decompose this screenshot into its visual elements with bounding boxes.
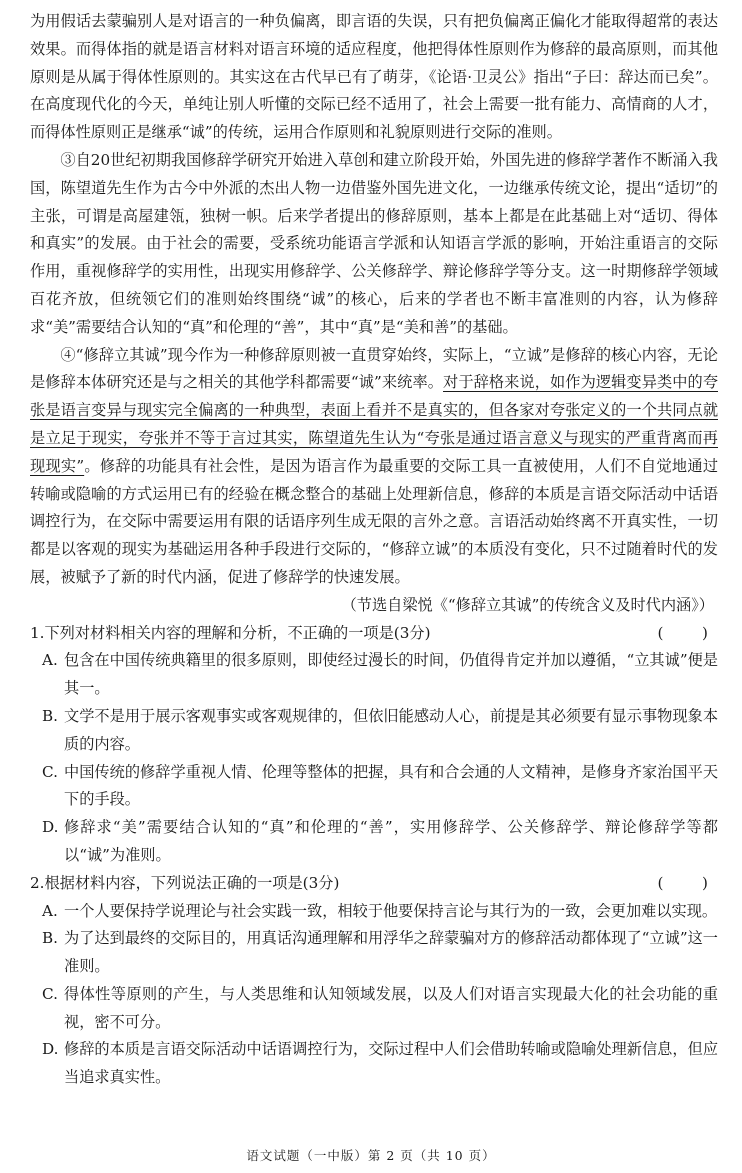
option-text: 一个人要保持学说理论与社会实践一致，相较于他要保持言论与其行为的一致，会更加难以实现。 [64,901,718,920]
question-2-stem [30,870,718,898]
option-1a [30,647,718,703]
question-2-text: 2.根据材料内容，下列说法正确的一项是(3分) [30,873,340,892]
page-footer: 语文试题（一中版）第 2 页（共 10 页） [246,1148,496,1163]
option-2a [30,898,718,926]
option-label: A. [42,651,58,670]
passage-paragraph-continued: 为用假话去蒙骗别人是对语言的一种负偏离，即言语的失误，只有把负偏离正偏化才能取得超常的表达效果。而得体指的就是语言材料对语言环境的适应程度，他把得体性原则作为修辞的最高原则，而其他原则是从属于得体性原则的。其实这在古代早已有了萌芽，《论语·卫灵公》指出“子曰：辞达而已矣”。在高度现代化的今天，单纯让别人听懂的交际已经不适用了，社会上需要一批有能力、高情商的人才，而得体性原则正是继承“诚”的传统，运用合作原则和礼貌原则进行交际的准则。 [30,12,718,142]
source-citation: （节选自梁悦《“修辞立其诚”的传统含义及时代内涵》） [341,595,714,614]
question-1-stem [30,620,718,648]
option-text: 修辞求“美”需要结合认知的“真”和伦理的“善”，实用修辞学、公关修辞学、辩论修辞学等都以“诚”为准则。 [64,818,718,864]
question-1-text: 1.下列对材料相关内容的理解和分析，不正确的一项是(3分) [30,623,431,642]
option-1c [30,759,718,815]
paragraph-4-rest: 。修辞的功能具有社会性，是因为语言作为最重要的交际工具一直被使用，人们不自觉地通过转喻或隐喻的方式运用已有的经验在概念整合的基础上处理新信息，修辞的本质是言语交际活动中话语调控行为，在交际中需要运用有限的话语序列生成无限的言外之意。言语活动始终离不开真实性，一切都是以客观的现实为基础运用各种手段进行交际的，“修辞立诚”的本质没有变化，只不过随着时代的发展，被赋予了新的时代内涵，促进了修辞学的快速发展。 [30,456,719,586]
question-2 [30,870,718,1092]
passage-paragraph-3: ③自20世纪初期我国修辞学研究开始进入草创和建立阶段开始，外国先进的修辞学著作不断涌入我国，陈望道先生作为古今中外派的杰出人物一边借鉴外国先进文化，一边继承传统文论，提出“适切”的主张，可谓是高屋建瓴，独树一帜。后来学者提出的修辞原则，基本上都是在此基础上对“适切、得体和真实”的发展。由于社会的需要，受系统功能语言学派和认知语言学派的影响，开始注重语言的交际作用，重视修辞学的实用性，出现实用修辞学、公关修辞学、辩论修辞学等分支。这一时期修辞学领域百花齐放，但统领它们的准则始终围绕“诚”的核心，后来的学者也不断丰富准则的内容，认为修辞求“美”需要结合认知的“真”和伦理的“善”，其中“真”是“美和善”的基础。 [30,150,718,336]
option-label: D. [42,1040,59,1059]
option-2d [30,1036,718,1092]
option-text: 修辞的本质是言语交际活动中话语调控行为，交际过程中人们会借助转喻或隐喻处理新信息，但应当追求真实性。 [64,1040,718,1087]
answer-bracket[interactable]: ( ) [657,873,708,892]
option-text: 中国传统的修辞学重视人情、伦理等整体的把握，具有和合会通的人文精神，是修身齐家治国平天下的手段。 [64,762,718,809]
option-2c [30,981,718,1037]
passage-paragraph-4 [30,342,718,592]
option-text: 得体性等原则的产生，与人类思维和认知领域发展，以及人们对语言实现最大化的社会功能的重视，密不可分。 [64,984,718,1031]
option-2b [30,925,718,981]
option-label: B. [42,929,58,948]
option-text: 文学不是用于展示客观事实或客观规律的，但依旧能感动人心，前提是其必须要有显示事物现象本质的内容。 [64,706,718,753]
option-label: D. [42,818,59,837]
answer-bracket[interactable]: ( ) [657,623,708,642]
option-1d [30,814,718,870]
paragraph-4-opening: ④“修辞立其诚”现今作为一种修辞原则被一直贯穿始终，实际上，“立诚”是修辞的核心内容，无论是修辞本体研究还是与之相关的其他学科都需要“诚”来统率。 [30,345,718,392]
option-label: B. [42,706,58,725]
option-label: A. [42,901,58,920]
option-1b [30,703,718,759]
option-label: C. [42,984,58,1003]
option-text: 包含在中国传统典籍里的很多原则，即使经过漫长的时间，仍值得肯定并加以遵循，“立其诚”便是其一。 [64,651,718,698]
option-label: C. [42,762,58,781]
option-text: 为了达到最终的交际目的，用真话沟通理解和用浮华之辞蒙骗对方的修辞活动都体现了“立诚”这一准则。 [64,929,718,976]
question-1 [30,620,718,870]
underlined-sentence: 对于辞格来说，如作为逻辑变异类中的夸张是语言变异与现实完全偏离的一种典型，表面上看并不是真实的，但各家对夸张定义的一个共同点就是立足于现实，夸张并不等于言过其实，陈望道先生认为“夸张是通过语言意义与现实的严重背离而再现现实” [30,373,718,475]
